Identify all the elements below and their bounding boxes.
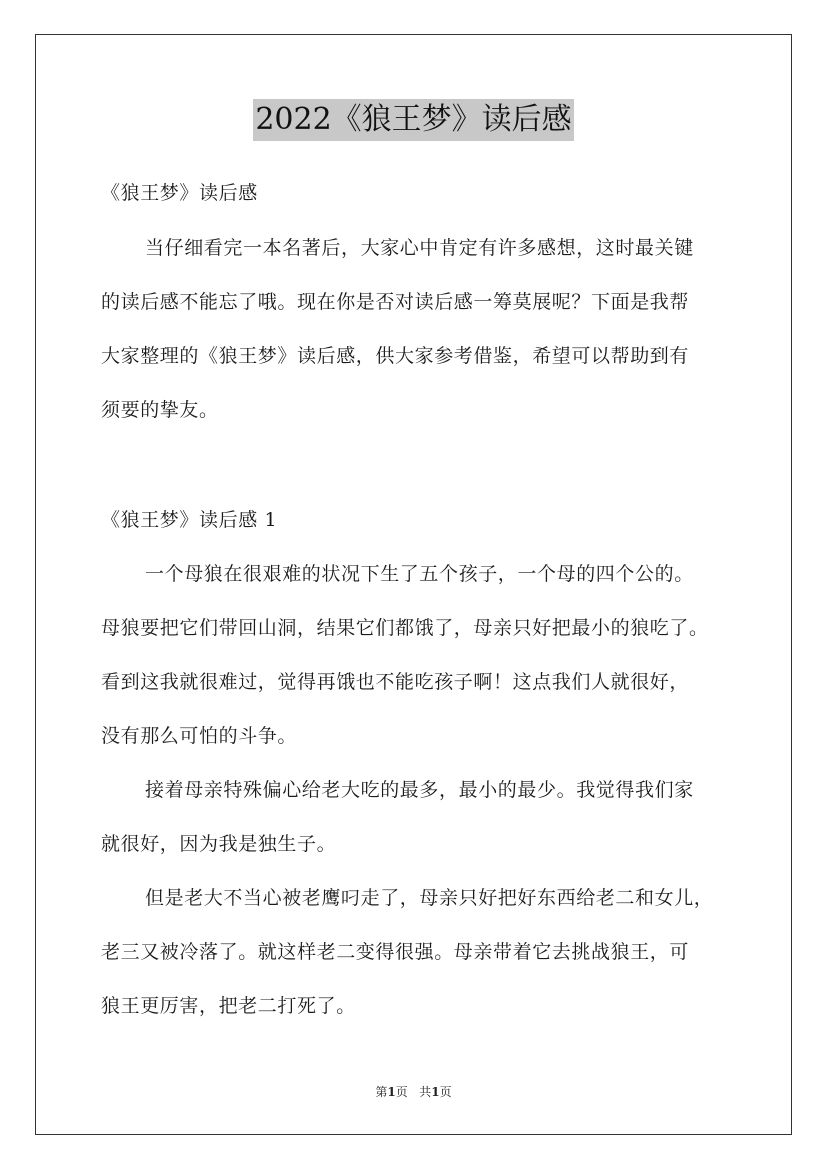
paragraph-line: 大家整理的《狼王梦》读后感，供大家参考借鉴，希望可以帮助到有 <box>101 345 690 367</box>
paragraph-line: 没有那么可怕的斗争。 <box>101 725 298 747</box>
paragraph-line: 当仔细看完一本名著后，大家心中肯定有许多感想，这时最关键 <box>145 237 694 259</box>
paragraph-line: 看到这我就很难过，觉得再饿也不能吃孩子啊！这点我们人就很好， <box>101 671 690 693</box>
paragraph-line: 老三又被冷落了。就这样老二变得很强。母亲带着它去挑战狼王，可 <box>101 941 690 963</box>
document-title: 2022《狼王梦》读后感 <box>253 99 573 141</box>
total-suffix: 页 <box>439 1085 452 1099</box>
paragraph-line: 就很好，因为我是独生子。 <box>101 833 337 855</box>
paragraph-line: 须要的挚友。 <box>101 399 219 421</box>
section-heading: 《狼王梦》读后感 <box>101 182 258 204</box>
paragraph-line: 母狼要把它们带回山洞，结果它们都饿了，母亲只好把最小的狼吃了。 <box>101 617 709 639</box>
section-heading: 《狼王梦》读后感 1 <box>101 509 278 531</box>
total-pages: 1 <box>431 1085 440 1099</box>
title-container <box>0 99 827 141</box>
page-prefix: 第 <box>375 1085 388 1099</box>
paragraph-line: 一个母狼在很艰难的状况下生了五个孩子，一个母的四个公的。 <box>145 563 694 585</box>
paragraph-line: 但是老大不当心被老鹰叼走了，母亲只好把好东西给老二和女儿， <box>145 887 714 909</box>
paragraph-line: 的读后感不能忘了哦。现在你是否对读后感一筹莫展呢？下面是我帮 <box>101 291 690 313</box>
total-prefix: 共 <box>419 1085 432 1099</box>
page-suffix: 页 <box>395 1085 408 1099</box>
page-number: 1 <box>387 1085 396 1099</box>
paragraph-line: 接着母亲特殊偏心给老大吃的最多，最小的最少。我觉得我们家 <box>145 779 694 801</box>
paragraph-line: 狼王更厉害，把老二打死了。 <box>101 995 356 1017</box>
page-footer <box>0 1084 827 1100</box>
